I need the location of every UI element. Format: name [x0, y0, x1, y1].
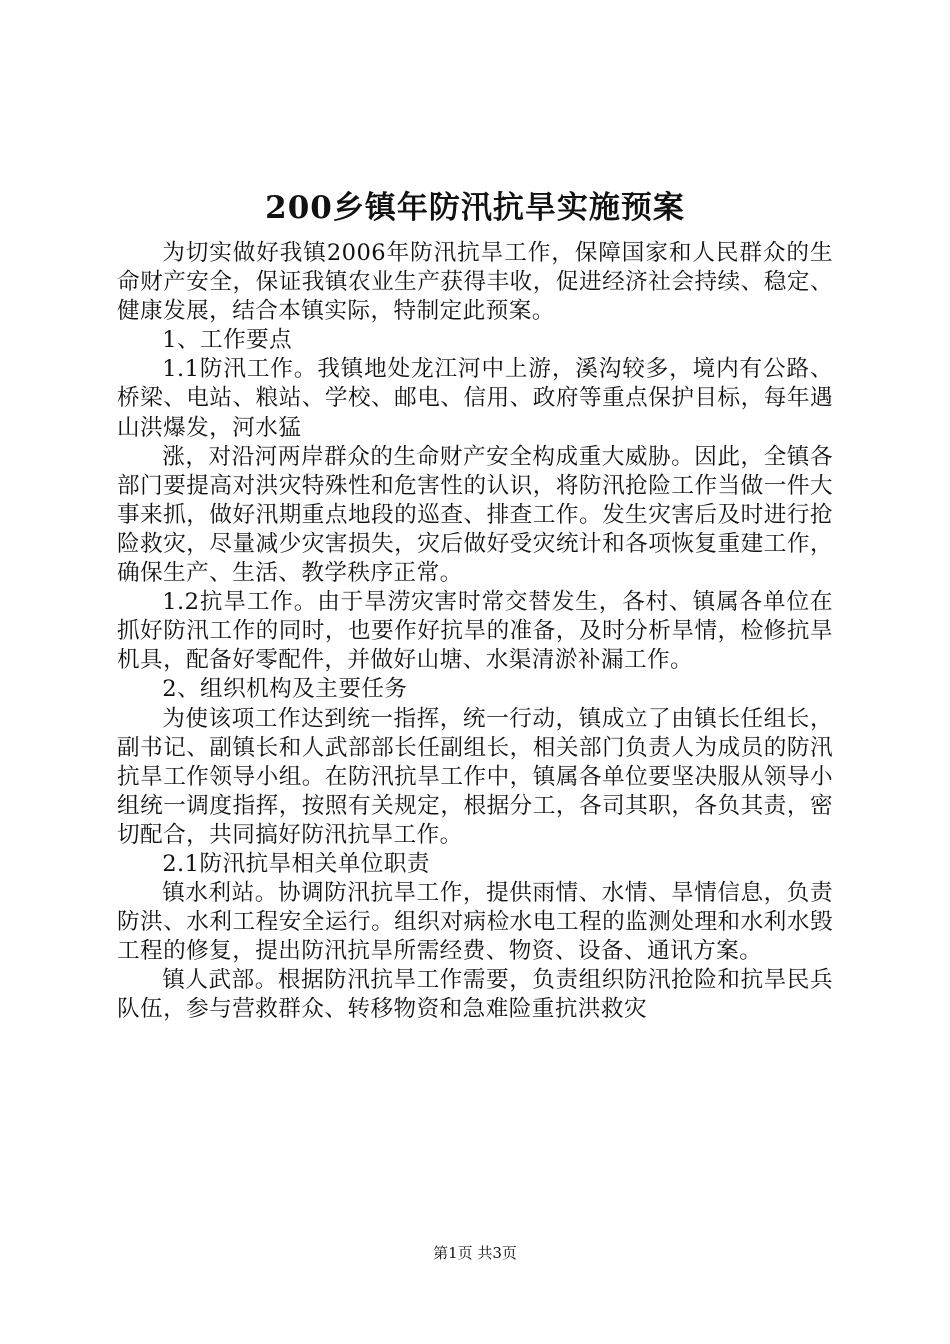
document-body [117, 239, 833, 1025]
paragraph-armed-forces: 镇人武部。根据防汛抗旱工作需要，负责组织防汛抢险和抗旱民兵队伍，参与营救群众、转移物资和急难险重抗洪救灾 [117, 967, 833, 1023]
paragraph-2-intro: 为使该项工作达到统一指挥，统一行动，镇成立了由镇长任组长，副书记、副镇长和人武部部长任副组长，相关部门负责人为成员的防汛抗旱工作领导小组。在防汛抗旱工作中，镇属各单位要坚决服从领导小组统一调度指挥，按照有关规定，根据分工，各司其职，各负其责，密切配合，共同搞好防汛抗旱工作。 [117, 705, 833, 848]
paragraph-1-1: 1.1防汛工作。我镇地处龙江河中上游，溪沟较多，境内有公路、桥梁、电站、粮站、学校、邮电、信用、政府等重点保护目标，每年遇山洪爆发，河水猛 [117, 356, 833, 441]
section-heading-1: 1、工作要点 [162, 327, 293, 354]
paragraph-1-1-continued: 涨，对沿河两岸群众的生命财产安全构成重大威胁。因此，全镇各部门要提高对洪灾特殊性和危害性的认识，将防汛抢险工作当做一件大事来抓，做好汛期重点地段的巡查、排查工作。发生灾害后及时进行抢险救灾，尽量减少灾害损失，灾后做好受灾统计和各项恢复重建工作，确保生产、生活、教学秩序正常。 [117, 443, 833, 587]
paragraph-1-2: 1.2抗旱工作。由于旱涝灾害时常交替发生，各村、镇属各单位在抓好防汛工作的同时，也要作好抗旱的准备，及时分析旱情，检修抗旱机具，配备好零配件，并做好山塘、水渠清淤补漏工作。 [117, 589, 833, 674]
document-title: 200乡镇年防汛抗旱实施预案 [265, 190, 685, 226]
subsection-heading-2-1: 2.1防汛抗旱相关单位职责 [162, 850, 430, 877]
page-footer: 第1页 共3页 [433, 1244, 517, 1262]
paragraph-intro: 为切实做好我镇2006年防汛抗旱工作，保障国家和人民群众的生命财产安全，保证我镇农业生产获得丰收，促进经济社会持续、稳定、健康发展，结合本镇实际，特制定此预案。 [117, 240, 833, 325]
paragraph-water-station: 镇水利站。协调防汛抗旱工作，提供雨情、水情、旱情信息，负责防洪、水利工程安全运行。组织对病检水电工程的监测处理和水利水毁工程的修复，提出防汛抗旱所需经费、物资、设备、通讯方案。 [117, 880, 833, 965]
section-heading-2: 2、组织机构及主要任务 [162, 676, 408, 703]
